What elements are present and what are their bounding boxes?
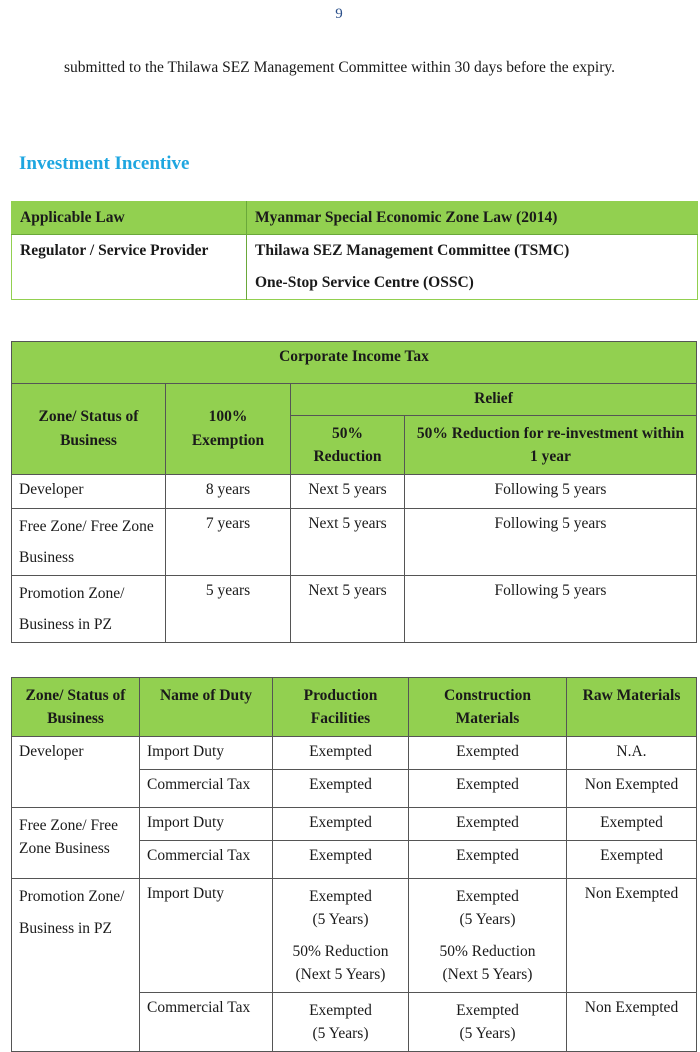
duty-header-row bbox=[12, 678, 697, 737]
cit-col-reduction: 50% Reduction bbox=[291, 416, 405, 475]
duty-raw: Non Exempted bbox=[567, 770, 697, 808]
duty-raw: Exempted bbox=[567, 841, 697, 879]
duty-raw: N.A. bbox=[567, 737, 697, 770]
duty-name: Import Duty bbox=[140, 879, 273, 993]
duty-col-construction: Construction Materials bbox=[409, 678, 567, 737]
duty-name: Import Duty bbox=[140, 737, 273, 770]
promotion-zone-line-2: Business in PZ bbox=[19, 920, 113, 937]
duty-zone-developer: Developer bbox=[12, 737, 140, 808]
cit-reinvest: Following 5 years bbox=[405, 576, 697, 643]
duty-name: Commercial Tax bbox=[140, 770, 273, 808]
cit-reduction: Next 5 years bbox=[291, 576, 405, 643]
regulator-row bbox=[12, 235, 698, 300]
duty-construction: Exempted bbox=[409, 770, 567, 808]
regulator-values bbox=[247, 235, 698, 300]
cit-reinvest: Following 5 years bbox=[405, 509, 697, 576]
cit-header-row bbox=[12, 384, 697, 416]
duty-table bbox=[11, 677, 697, 1052]
cit-zone: Free Zone/ Free Zone Business bbox=[12, 509, 166, 576]
duty-production: Exempted bbox=[273, 808, 409, 841]
duty-name: Commercial Tax bbox=[140, 841, 273, 879]
construction-exempted-years: (5 Years) bbox=[459, 1025, 516, 1042]
cit-col-relief: Relief bbox=[291, 384, 697, 416]
duty-col-raw: Raw Materials bbox=[567, 678, 697, 737]
duty-construction: Exempted bbox=[409, 808, 567, 841]
duty-production bbox=[273, 993, 409, 1052]
duty-production: Exempted bbox=[273, 770, 409, 808]
cit-col-reinvest: 50% Reduction for re-investment within 1 year bbox=[405, 416, 697, 475]
section-title: Investment Incentive bbox=[19, 153, 190, 174]
intro-paragraph: submitted to the Thilawa SEZ Management Committee within 30 days before the expiry. bbox=[64, 59, 615, 76]
duty-raw: Exempted bbox=[567, 808, 697, 841]
duty-name: Import Duty bbox=[140, 808, 273, 841]
duty-col-zone: Zone/ Status of Business bbox=[12, 678, 140, 737]
table-row bbox=[12, 509, 697, 576]
cit-reduction: Next 5 years bbox=[291, 509, 405, 576]
promotion-zone-line-1: Promotion Zone/ bbox=[19, 888, 125, 905]
regulator-label: Regulator / Service Provider bbox=[12, 235, 247, 300]
duty-zone-free: Free Zone/ Free Zone Business bbox=[12, 808, 140, 879]
construction-exempted: Exempted bbox=[456, 1002, 519, 1019]
duty-construction: Exempted bbox=[409, 737, 567, 770]
duty-production: Exempted bbox=[273, 737, 409, 770]
duty-construction bbox=[409, 993, 567, 1052]
cit-col-zone: Zone/ Status of Business bbox=[12, 384, 166, 475]
table-row bbox=[12, 808, 697, 841]
production-exempted: Exempted bbox=[309, 1002, 372, 1019]
duty-col-production: Production Facilities bbox=[273, 678, 409, 737]
cit-reduction: Next 5 years bbox=[291, 475, 405, 509]
cit-exemption: 5 years bbox=[166, 576, 291, 643]
applicable-law-label: Applicable Law bbox=[12, 202, 247, 235]
table-row bbox=[12, 475, 697, 509]
cit-zone: Promotion Zone/ Business in PZ bbox=[12, 576, 166, 643]
production-reduction: 50% Reduction bbox=[292, 943, 389, 960]
duty-zone-promotion bbox=[12, 879, 140, 1052]
production-exempted-years: (5 Years) bbox=[312, 911, 369, 928]
duty-construction: Exempted bbox=[409, 841, 567, 879]
regulator-tsmc: Thilawa SEZ Management Committee (TSMC) bbox=[255, 242, 570, 259]
duty-raw: Non Exempted bbox=[567, 993, 697, 1052]
cit-col-exemption: 100% Exemption bbox=[166, 384, 291, 475]
regulator-ossc: One-Stop Service Centre (OSSC) bbox=[255, 274, 474, 291]
cit-zone: Developer bbox=[12, 475, 166, 509]
cit-title: Corporate Income Tax bbox=[12, 342, 697, 384]
construction-exempted-years: (5 Years) bbox=[459, 911, 516, 928]
production-exempted: Exempted bbox=[309, 888, 372, 905]
construction-reduction: 50% Reduction bbox=[439, 943, 536, 960]
duty-production: Exempted bbox=[273, 841, 409, 879]
cit-exemption: 8 years bbox=[166, 475, 291, 509]
table-row bbox=[12, 737, 697, 770]
law-row bbox=[12, 202, 698, 235]
table-row bbox=[12, 879, 697, 993]
production-exempted-years: (5 Years) bbox=[312, 1025, 369, 1042]
page-number: 9 bbox=[335, 6, 343, 22]
construction-reduction-years: (Next 5 Years) bbox=[442, 966, 533, 983]
cit-table bbox=[11, 341, 697, 643]
applicable-law-value: Myanmar Special Economic Zone Law (2014) bbox=[247, 202, 698, 235]
cit-title-row bbox=[12, 342, 697, 384]
duty-construction bbox=[409, 879, 567, 993]
duty-production bbox=[273, 879, 409, 993]
duty-name: Commercial Tax bbox=[140, 993, 273, 1052]
law-table bbox=[11, 201, 698, 300]
cit-reinvest: Following 5 years bbox=[405, 475, 697, 509]
construction-exempted: Exempted bbox=[456, 888, 519, 905]
production-reduction-years: (Next 5 Years) bbox=[295, 966, 386, 983]
duty-raw: Non Exempted bbox=[567, 879, 697, 993]
cit-exemption: 7 years bbox=[166, 509, 291, 576]
duty-col-duty: Name of Duty bbox=[140, 678, 273, 737]
table-row bbox=[12, 576, 697, 643]
